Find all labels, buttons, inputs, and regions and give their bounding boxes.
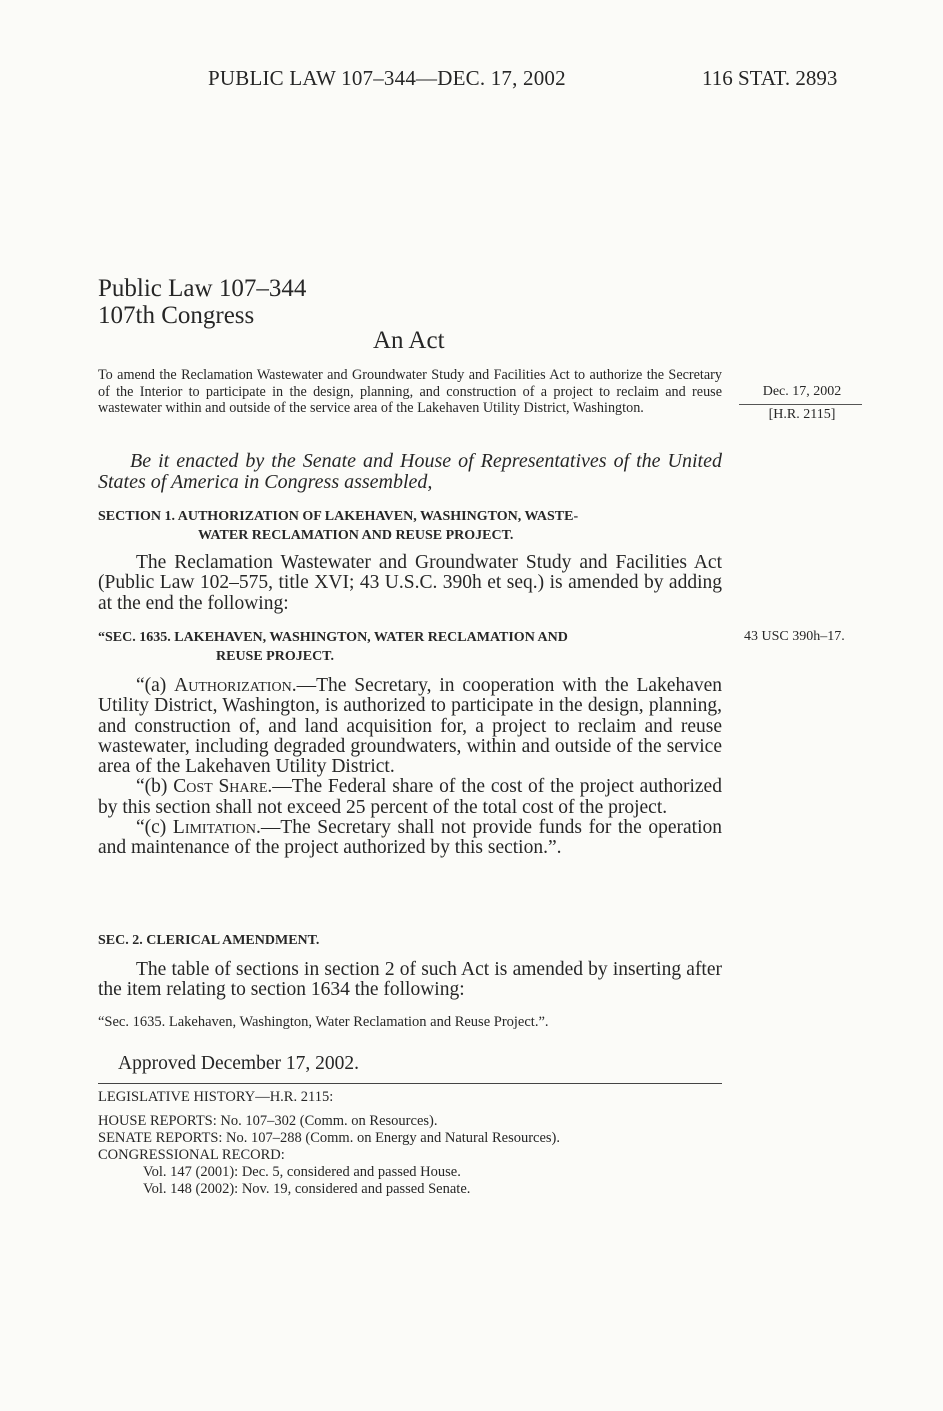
subsection-c: “(c) Limitation.—The Secretary shall not provide funds for the operation and maintenance of the project authorized by this section.”. xyxy=(98,817,722,859)
record-vol-147: Vol. 147 (2001): Dec. 5, considered and passed House. xyxy=(143,1164,461,1180)
legislative-history-heading: LEGISLATIVE HISTORY—H.R. 2115: xyxy=(98,1089,334,1105)
running-header-page: 116 STAT. 2893 xyxy=(702,66,838,90)
margin-date: Dec. 17, 2002 xyxy=(762,384,842,399)
subsection-a: “(a) Authorization.—The Secretary, in cooperation with the Lakehaven Utility District, Washington, is authorized to participate in the design, planning, and construction of, and land acquisition for, a project to reclaim and reuse wastewater, including degraded groundwaters, within and outside of the service area of the Lakehaven Utility District. xyxy=(98,675,722,778)
subsection-b: “(b) Cost Share.—The Federal share of the cost of the project authorized by this section shall not exceed 25 percent of the total cost of the project. xyxy=(98,776,722,818)
subsection-a-label: Authorization xyxy=(174,675,292,696)
table-of-sections-item: “Sec. 1635. Lakehaven, Washington, Water Reclamation and Reuse Project.”. xyxy=(98,1014,549,1030)
section-1-heading xyxy=(98,507,722,545)
footer-divider xyxy=(98,1083,722,1084)
subsection-c-label: Limitation xyxy=(172,817,257,839)
legislative-history xyxy=(98,1089,560,1198)
record-vol-148: Vol. 148 (2002): Nov. 19, considered and passed Senate. xyxy=(143,1181,471,1197)
congress-number: 107th Congress xyxy=(98,302,255,329)
subsection-b-label: Cost Share xyxy=(173,776,268,798)
section-2-text: The table of sections in section 2 of such Act is amended by inserting after the item relating to section 1634 the following: xyxy=(98,959,722,1001)
congressional-record: CONGRESSIONAL RECORD: xyxy=(98,1147,285,1163)
margin-usc-citation: 43 USC 390h–17. xyxy=(744,629,845,644)
running-header-left: PUBLIC LAW 107–344—DEC. 17, 2002 xyxy=(208,66,566,90)
section-1-text: The Reclamation Wastewater and Groundwater Study and Facilities Act (Public Law 102–575, title XVI; 43 U.S.C. 390h et seq.) is amended by adding at the end the following: xyxy=(98,552,722,614)
section-1-heading-line2: WATER RECLAMATION AND REUSE PROJECT. xyxy=(198,528,514,543)
section-1-heading-line1: SECTION 1. AUTHORIZATION OF LAKEHAVEN, WASHINGTON, WASTE- xyxy=(98,509,579,524)
an-act-heading: An Act xyxy=(373,327,445,354)
enacting-clause: Be it enacted by the Senate and House of Representatives of the United States of America in Congress assembled, xyxy=(98,450,722,493)
margin-bill-number: [H.R. 2115] xyxy=(768,407,836,422)
house-reports: HOUSE REPORTS: No. 107–302 (Comm. on Resources). xyxy=(98,1113,438,1129)
senate-reports: SENATE REPORTS: No. 107–288 (Comm. on Energy and Natural Resources). xyxy=(98,1130,561,1146)
public-law-number: Public Law 107–344 xyxy=(98,275,307,302)
margin-divider xyxy=(739,404,862,405)
sec-1635-heading-line1: “SEC. 1635. LAKEHAVEN, WASHINGTON, WATER RECLAMATION AND xyxy=(98,630,568,645)
sec-1635-heading xyxy=(98,628,724,666)
section-2-heading: SEC. 2. CLERICAL AMENDMENT. xyxy=(98,933,320,948)
approval-date: Approved December 17, 2002. xyxy=(118,1053,359,1074)
sec-1635-heading-line2: REUSE PROJECT. xyxy=(216,649,334,664)
sec-1635-body xyxy=(98,676,722,859)
purpose-clause: To amend the Reclamation Wastewater and Groundwater Study and Facilities Act to authorize the Secretary of the Interior to participate in the design, planning, and construction of a project to reclaim and reuse wastewater within and outside of the service area of the Lakehaven Utility District, Washington. xyxy=(98,367,722,416)
